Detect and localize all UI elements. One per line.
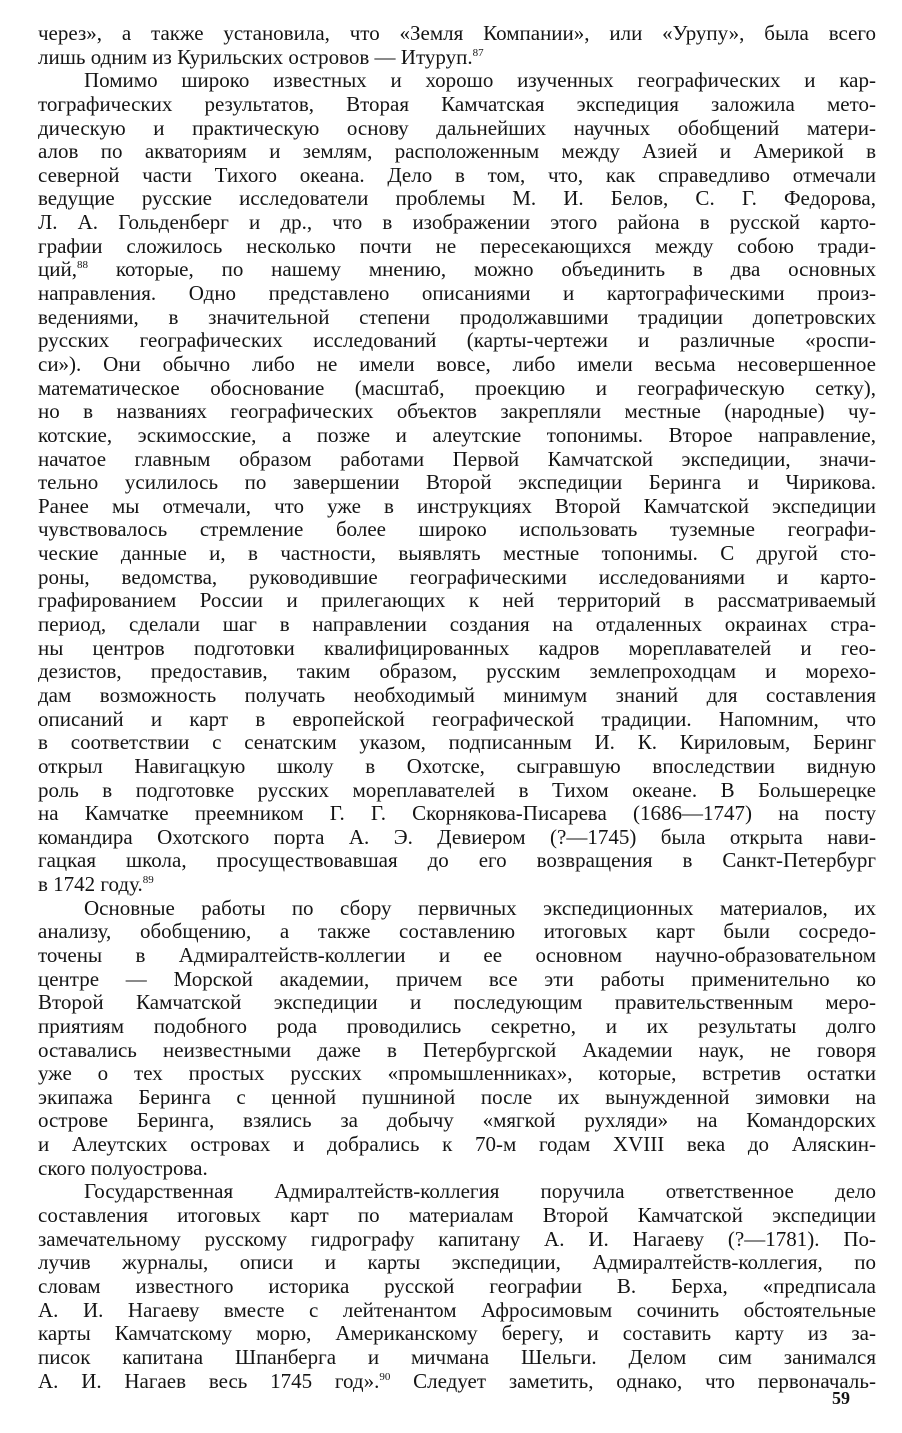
line-text: Следует заметить, однако, что первоначаль-: [390, 1368, 876, 1393]
text-line: [38, 140, 876, 164]
text-line: [38, 1086, 876, 1110]
text-line-content: [38, 495, 876, 519]
text-line: [38, 1015, 876, 1039]
text-line-content: [38, 117, 876, 141]
line-text: через», а также установила, что «Земля Компании», или «Урупу», была всего: [38, 21, 876, 45]
text-line: [38, 660, 876, 684]
text-line: [38, 944, 876, 968]
text-line: [38, 1346, 876, 1370]
line-text: русских географических исследований (карты-чертежи и различные «роспи-: [38, 328, 876, 353]
text-line: [38, 991, 876, 1015]
text-line-content: [38, 211, 876, 235]
text-line: [38, 566, 876, 590]
text-line: [38, 448, 876, 472]
text-line-content: [38, 235, 876, 259]
text-line: [38, 1204, 876, 1228]
text-line: [38, 968, 876, 992]
text-line: [38, 542, 876, 566]
text-line: [38, 589, 876, 613]
paragraph: [38, 1180, 876, 1393]
text-line-content: [38, 826, 876, 850]
text-line: [38, 1275, 876, 1299]
line-text: ведущие русские исследователи проблемы М. И. Белов, С. Г. Федорова,: [38, 186, 876, 211]
line-text: тельно усилилось по завершении Второй экспедиции Беринга и Чирикова.: [38, 470, 876, 495]
text-line: [38, 518, 876, 542]
text-line-content: [38, 968, 876, 992]
footnote-reference[interactable]: 88: [76, 259, 88, 272]
text-line: [38, 93, 876, 117]
text-line-content: [38, 779, 876, 803]
line-text: период, сделали шаг в направлении создания на отдаленных окраинах стра-: [38, 612, 876, 637]
text-line: [38, 1251, 876, 1275]
line-text: Помимо широко известных и хорошо изученных географических и кар-: [84, 68, 876, 93]
text-line: [38, 802, 876, 826]
line-text: дическую и практическую основу дальнейших научных обобщений матери-: [38, 115, 876, 140]
text-line-content: [38, 518, 876, 542]
text-line: [38, 1322, 876, 1346]
line-text: тографических результатов, Вторая Камчатская экспедиция заложила мето-: [38, 91, 876, 116]
text-line-content: [38, 1133, 876, 1157]
line-text: Основные работы по сбору первичных экспедиционных материалов, их: [84, 895, 876, 920]
text-line-content: [38, 660, 876, 684]
text-line: [38, 1039, 876, 1063]
text-line: [38, 779, 876, 803]
text-line: [38, 684, 876, 708]
footnote-reference[interactable]: 87: [472, 46, 484, 59]
text-line-content: [84, 897, 876, 921]
text-line-content: [38, 1346, 876, 1370]
text-line: [38, 117, 876, 141]
text-line: [38, 920, 876, 944]
text-line-content: [38, 1109, 876, 1133]
text-line: [38, 1109, 876, 1133]
text-line-content: [38, 1039, 876, 1063]
text-line-content: [38, 22, 876, 46]
text-line-content: [38, 471, 876, 495]
line-text: центре — Морской академии, причем все эти работы применительно ко: [38, 966, 876, 991]
text-line-content: [38, 1251, 876, 1275]
footnote-reference[interactable]: 90: [379, 1370, 391, 1383]
line-text: которые, по нашему мнению, можно объединить в два основных: [87, 257, 876, 282]
text-line-content: [38, 329, 876, 353]
text-line-content: [38, 424, 876, 448]
text-line-content: [38, 589, 876, 613]
text-line-content: [38, 542, 876, 566]
line-text: но в названиях географических объектов закрепляли местные (народные) чу-: [38, 399, 876, 424]
text-line: [38, 897, 876, 921]
text-line-content: [84, 69, 876, 93]
line-text: лучив журналы, описи и карты экспедиции, Адмиралтейств-коллегия, по: [38, 1250, 876, 1275]
text-line: [38, 306, 876, 330]
text-line-content: [38, 755, 876, 779]
text-line-content: [38, 1299, 876, 1323]
text-line-content: [38, 377, 876, 401]
paragraph: [38, 897, 876, 1181]
text-line: [38, 235, 876, 259]
line-text: замечательному русскому гидрографу капитану А. И. Нагаеву (?—1781). По-: [38, 1226, 876, 1251]
text-line: [38, 424, 876, 448]
text-line-content: [38, 920, 876, 944]
line-text: Ранее мы отмечали, что уже в инструкциях Второй Камчатской экспедиции: [38, 493, 876, 518]
text-line-content: [84, 1180, 876, 1204]
text-line: [38, 329, 876, 353]
line-text: открыл Навигацкую школу в Охотске, сыгравшую впоследствии видную: [38, 753, 876, 778]
text-line-content: [38, 731, 876, 755]
line-text: ского полуострова.: [38, 1155, 208, 1180]
line-text: Л. А. Гольденберг и др., что в изображении этого района в русской карто-: [38, 210, 876, 235]
line-text: острове Беринга, взялись за добычу «мягкой рухляди» на Командорских: [38, 1108, 876, 1133]
text-line-content: [38, 1370, 876, 1398]
text-line-content: [38, 93, 876, 117]
text-line: [38, 46, 876, 70]
text-line-content: [38, 1322, 876, 1346]
text-line: [38, 1370, 876, 1394]
line-text: карты Камчатскому морю, Американскому берегу, и составить карту из за-: [38, 1321, 876, 1346]
page-body-text: [38, 22, 876, 1393]
text-line: [38, 637, 876, 661]
text-line-content: [38, 613, 876, 637]
line-text: дам возможность получать необходимый минимум знаний для составления: [38, 682, 876, 707]
text-line-content: [38, 306, 876, 330]
text-line-content: [38, 708, 876, 732]
line-text: роль в подготовке русских мореплавателей в Тихом океане. В Большерецке: [38, 777, 876, 802]
line-text: анализу, обобщению, а также составлению итоговых карт были сосредо-: [38, 919, 876, 944]
line-text: дезистов, предоставив, таким образом, русским землепроходцам и морехо-: [38, 659, 876, 684]
line-text: ведениями, в значительной степени продолжавшими традиции допетровских: [38, 304, 876, 329]
line-text: си»). Они обычно либо не имели вовсе, либо имели весьма несовершенное: [38, 351, 876, 376]
text-line-content: [38, 684, 876, 708]
line-text: в 1742 году.: [38, 872, 143, 897]
paragraph: [38, 22, 876, 69]
text-line-content: [38, 849, 876, 873]
line-text: описаний и карт в европейской географической традиции. Напомним, что: [38, 706, 876, 731]
text-line-content: [38, 140, 876, 164]
text-line: [38, 1299, 876, 1323]
text-line-content: [38, 164, 876, 188]
line-text: командира Охотского порта А. Э. Девиером (?—1745) была открыта нави-: [38, 824, 876, 849]
text-line: [38, 1228, 876, 1252]
line-text: алов по акваториям и землям, расположенным между Азией и Америкой в: [38, 139, 876, 164]
line-text: составления итоговых карт по материалам Второй Камчатской экспедиции: [38, 1203, 876, 1228]
line-text: котские, эскимосские, а позже и алеутские топонимы. Второе направление,: [38, 422, 876, 447]
text-line: [38, 1157, 876, 1181]
line-text: графированием России и прилегающих к ней территорий в рассматриваемый: [38, 588, 876, 613]
text-line-content: [38, 448, 876, 472]
text-line: [38, 211, 876, 235]
text-line: [38, 1062, 876, 1086]
text-line: [38, 755, 876, 779]
footnote-reference[interactable]: 89: [142, 874, 154, 887]
paragraph: [38, 69, 876, 896]
line-text: гацкая школа, просуществовавшая до его возвращения в Санкт-Петербург: [38, 848, 876, 873]
line-text: Второй Камчатской экспедиции и последующим правительственным меро-: [38, 990, 876, 1015]
text-line: [38, 849, 876, 873]
line-text: уже о тех простых русских «промышленниках», которые, встретив остатки: [38, 1061, 876, 1086]
text-line-content: [38, 187, 876, 211]
line-text: ций,: [38, 257, 77, 282]
text-line: [38, 471, 876, 495]
text-line: [38, 69, 876, 93]
text-line: [38, 826, 876, 850]
text-line-content: [38, 1275, 876, 1299]
line-text: на Камчатке преемником Г. Г. Скорнякова-Писарева (1686—1747) на посту: [38, 801, 876, 826]
line-text: лишь одним из Курильских островов — Итуруп.: [38, 44, 473, 69]
text-line: [38, 22, 876, 46]
line-text: северной части Тихого океана. Дело в том, что, как справедливо отмечали: [38, 162, 876, 187]
line-text: приятиям подобного рода проводились секретно, и их результаты долго: [38, 1013, 876, 1038]
line-text: писок капитана Шпанберга и мичмана Шельги. Делом сим занимался: [38, 1344, 876, 1369]
text-line: [38, 353, 876, 377]
text-line-content: [38, 1157, 208, 1181]
text-line-content: [38, 802, 876, 826]
line-text: в соответствии с сенатским указом, подписанным И. К. Кириловым, Беринг: [38, 730, 876, 755]
line-text: математическое обоснование (масштаб, проекцию и географическую сетку),: [38, 375, 876, 400]
line-text: графии сложилось несколько почти не пересекающихся между собою тради-: [38, 233, 876, 258]
line-text: направления. Одно представлено описаниями и картографическими произ-: [38, 281, 876, 306]
line-text: ны центров подготовки квалифицированных кадров мореплавателей и гео-: [38, 635, 876, 660]
text-line-content: [38, 991, 876, 1015]
text-line-content: [38, 637, 876, 661]
text-line-content: [38, 282, 876, 306]
line-text: и Алеутских островах и добрались к 70-м годам XVIII века до Аляскин-: [38, 1132, 876, 1157]
text-line: [38, 495, 876, 519]
line-text: ческие данные и, в частности, выявлять местные топонимы. С другой сто-: [38, 541, 876, 566]
text-line-content: [38, 400, 876, 424]
text-line-content: [38, 353, 876, 377]
text-line: [38, 164, 876, 188]
text-line: [38, 613, 876, 637]
text-line-content: [38, 1062, 876, 1086]
text-line: [38, 708, 876, 732]
text-line-content: [38, 566, 876, 590]
text-line: [38, 400, 876, 424]
line-text: оставались неизвестными даже в Петербургской Академии наук, не говоря: [38, 1037, 876, 1062]
text-line-content: [38, 944, 876, 968]
line-text: начатое главным образом работами Первой Камчатской экспедиции, значи-: [38, 446, 876, 471]
text-line: [38, 187, 876, 211]
text-line: [38, 731, 876, 755]
page-number: 59: [832, 1388, 850, 1408]
line-text: точены в Адмиралтейств-коллегии и ее основном научно-образовательном: [38, 942, 876, 967]
line-text: экипажа Беринга с ценной пушниной после их вынужденной зимовки на: [38, 1084, 876, 1109]
line-text: чувствовалось стремление более широко использовать туземные географи-: [38, 517, 876, 542]
line-text: словам известного историка русской географии В. Берха, «предписала: [38, 1273, 876, 1298]
text-line-content: [38, 1086, 876, 1110]
line-text: роны, ведомства, руководившие географическими исследованиями и карто-: [38, 564, 876, 589]
text-line: [38, 1180, 876, 1204]
line-text: А. И. Нагаев весь 1745 год».: [38, 1368, 380, 1393]
line-text: А. И. Нагаеву вместе с лейтенантом Афросимовым сочинить обстоятельные: [38, 1297, 876, 1322]
text-line: [38, 1133, 876, 1157]
text-line: [38, 258, 876, 282]
text-line-content: [38, 1228, 876, 1252]
text-line-content: [38, 1015, 876, 1039]
line-text: Государственная Адмиралтейств-коллегия поручила ответственное дело: [84, 1179, 876, 1204]
text-line: [38, 873, 876, 897]
text-line: [38, 282, 876, 306]
text-line-content: [38, 1204, 876, 1228]
text-line: [38, 377, 876, 401]
